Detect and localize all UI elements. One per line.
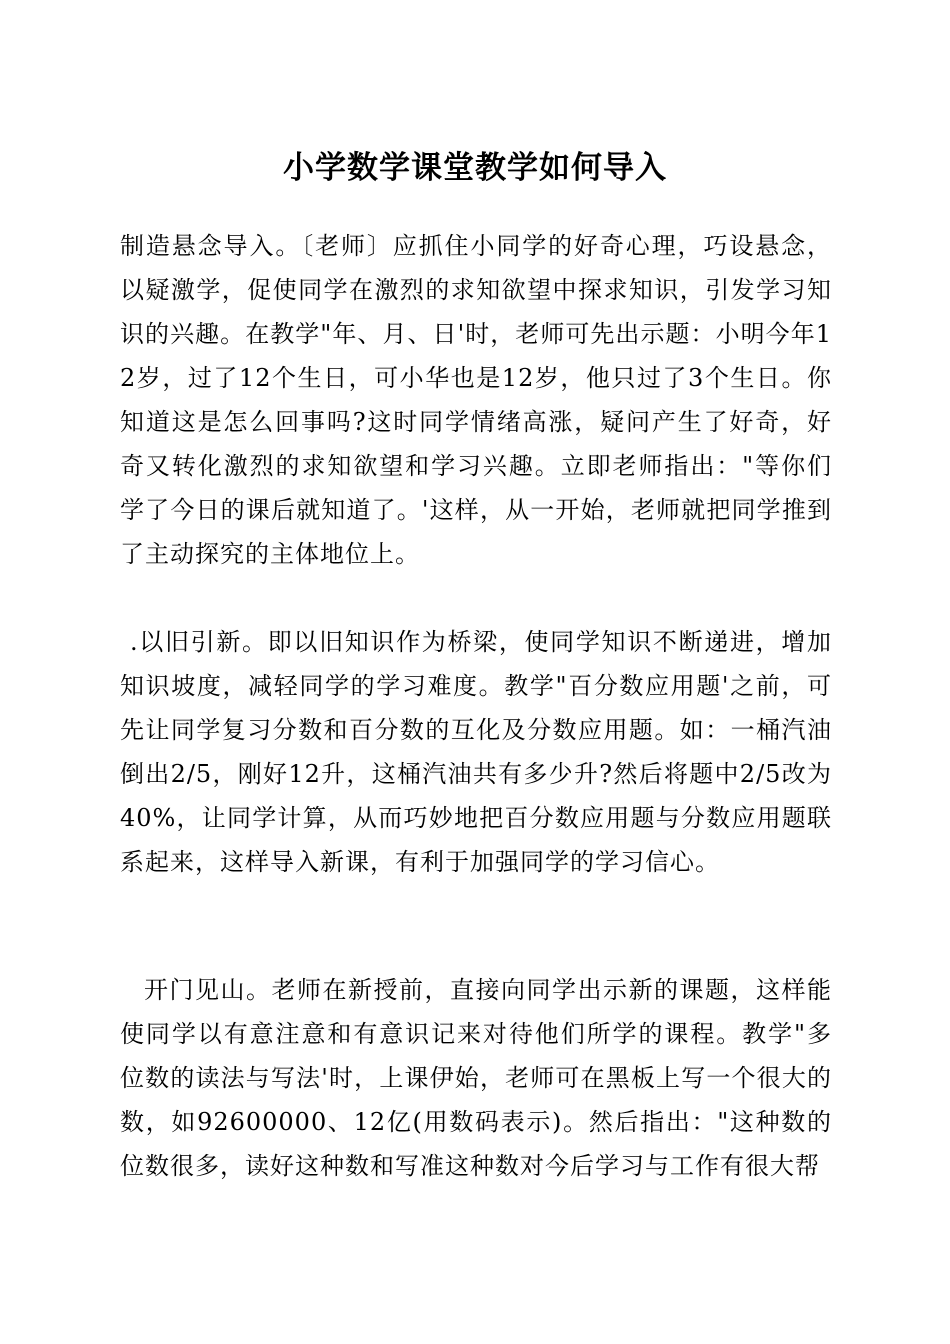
document-title: 小学数学课堂教学如何导入 xyxy=(283,150,667,186)
paragraph-direct-intro: 开门见山。老师在新授前，直接向同学出示新的课题，这样能使同学以有意注意和有意识记来对待他们所学的课程。教学"多位数的读法与写法'时，上课伊始，老师可在黑板上写一个很大的数，如92600000、12亿(用数码表示)。然后指出："这种数的位数很多，读好这种数和写准这种数对今后学习与工作有很大帮 xyxy=(120,976,832,1180)
paragraph-old-to-new: .以旧引新。即以旧知识作为桥梁，使同学知识不断递进，增加知识坡度，减轻同学的学习难度。教学"百分数应用题'之前，可先让同学复习分数和百分数的互化及分数应用题。如：一桶汽油倒出2/5，刚好12升，这桶汽油共有多少升?然后将题中2/5改为40%，让同学计算，从而巧妙地把百分数应用题与分数应用题联系起来，这样导入新课，有利于加强同学的学习信心。 xyxy=(120,628,832,876)
paragraph-suspense-intro: 制造悬念导入。〔老师〕应抓住小同学的好奇心理，巧设悬念，以疑激学，促使同学在激烈的求知欲望中探求知识，引发学习知识的兴趣。在教学"年、月、日'时，老师可先出示题：小明今年12岁，过了12个生日，可小华也是12岁，他只过了3个生日。你知道这是怎么回事吗?这时同学情绪高涨，疑问产生了好奇，好奇又转化激烈的求知欲望和学习兴趣。立即老师指出："等你们学了今日的课后就知道了。'这样，从一开始，老师就把同学推到了主动探究的主体地位上。 xyxy=(120,232,832,568)
